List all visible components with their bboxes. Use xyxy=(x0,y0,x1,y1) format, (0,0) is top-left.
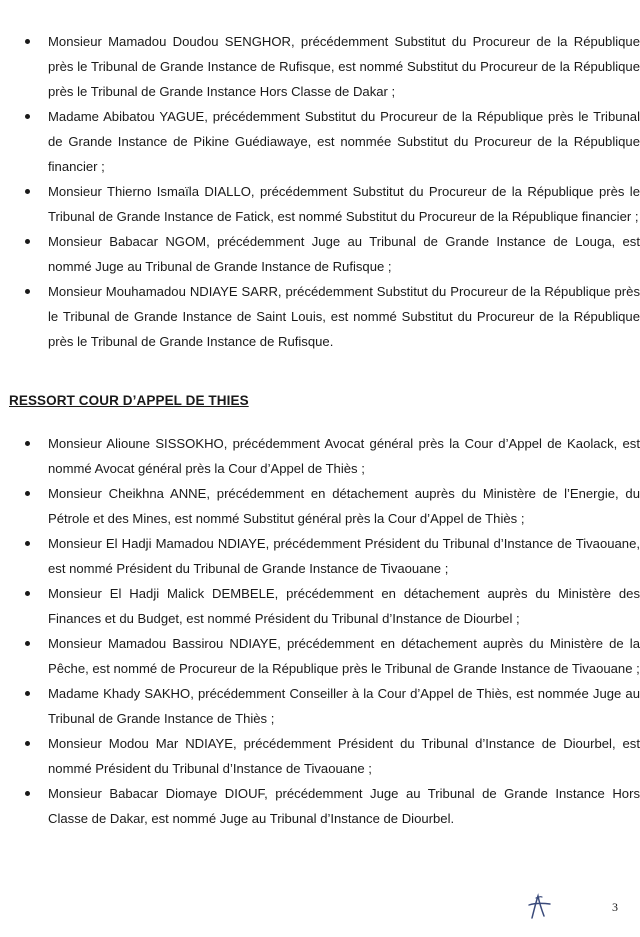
list-item: Monsieur Thierno Ismaïla DIALLO, précédemment Substitut du Procureur de la République près le Tribunal de Grande Instance de Fatick, est nommé Substitut du Procureur de la République financier ; xyxy=(0,179,640,229)
list-item: Monsieur Alioune SISSOKHO, précédemment Avocat général près la Cour d’Appel de Kaolack, est nommé Avocat général près la Cour d’Appel de Thiès ; xyxy=(0,431,640,481)
list-item: Madame Khady SAKHO, précédemment Conseiller à la Cour d’Appel de Thiès, est nommée Juge au Tribunal de Grande Instance de Thiès ; xyxy=(0,681,640,731)
section-heading: RESSORT COUR D’APPEL DE THIES xyxy=(9,393,249,408)
list-item: Madame Abibatou YAGUE, précédemment Substitut du Procureur de la République près le Tribunal de Grande Instance de Pikine Guédiawaye, est nommée Substitut du Procureur de la République financier ; xyxy=(0,104,640,179)
handwritten-initials xyxy=(526,892,554,922)
appointment-list xyxy=(0,431,640,831)
list-item: Monsieur Mouhamadou NDIAYE SARR, précédemment Substitut du Procureur de la République près le Tribunal de Grande Instance de Saint Louis, est nommé Substitut du Procureur de la République près le Tribunal de Grande Instance de Rufisque. xyxy=(0,279,640,354)
list-item: Monsieur Babacar Diomaye DIOUF, précédemment Juge au Tribunal de Grande Instance Hors Classe de Dakar, est nommé Juge au Tribunal d’Instance de Diourbel. xyxy=(0,781,640,831)
list-item: Monsieur El Hadji Malick DEMBELE, précédemment en détachement auprès du Ministère des Finances et du Budget, est nommé Président du Tribunal d’Instance de Diourbel ; xyxy=(0,581,640,631)
list-item: Monsieur Mamadou Bassirou NDIAYE, précédemment en détachement auprès du Ministère de la Pêche, est nommé de Procureur de la République près le Tribunal de Grande Instance de Tivaouane ; xyxy=(0,631,640,681)
list-item: Monsieur Modou Mar NDIAYE, précédemment Président du Tribunal d’Instance de Diourbel, est nommé Président du Tribunal d’Instance de Tivaouane ; xyxy=(0,731,640,781)
list-item: Monsieur Cheikhna ANNE, précédemment en détachement auprès du Ministère de l’Energie, du Pétrole et des Mines, est nommé Substitut général près la Cour d’Appel de Thiès ; xyxy=(0,481,640,531)
list-item: Monsieur Mamadou Doudou SENGHOR, précédemment Substitut du Procureur de la République près le Tribunal de Grande Instance de Rufisque, est nommé Substitut du Procureur de la République près le Tribunal de Grande Instance Hors Classe de Dakar ; xyxy=(0,29,640,104)
page-number: 3 xyxy=(612,900,618,914)
list-item: Monsieur Babacar NGOM, précédemment Juge au Tribunal de Grande Instance de Louga, est nommé Juge au Tribunal de Grande Instance de Rufisque ; xyxy=(0,229,640,279)
appointment-list xyxy=(0,29,640,354)
list-item: Monsieur El Hadji Mamadou NDIAYE, précédemment Président du Tribunal d’Instance de Tivaouane, est nommé Président du Tribunal de Grande Instance de Tivaouane ; xyxy=(0,531,640,581)
